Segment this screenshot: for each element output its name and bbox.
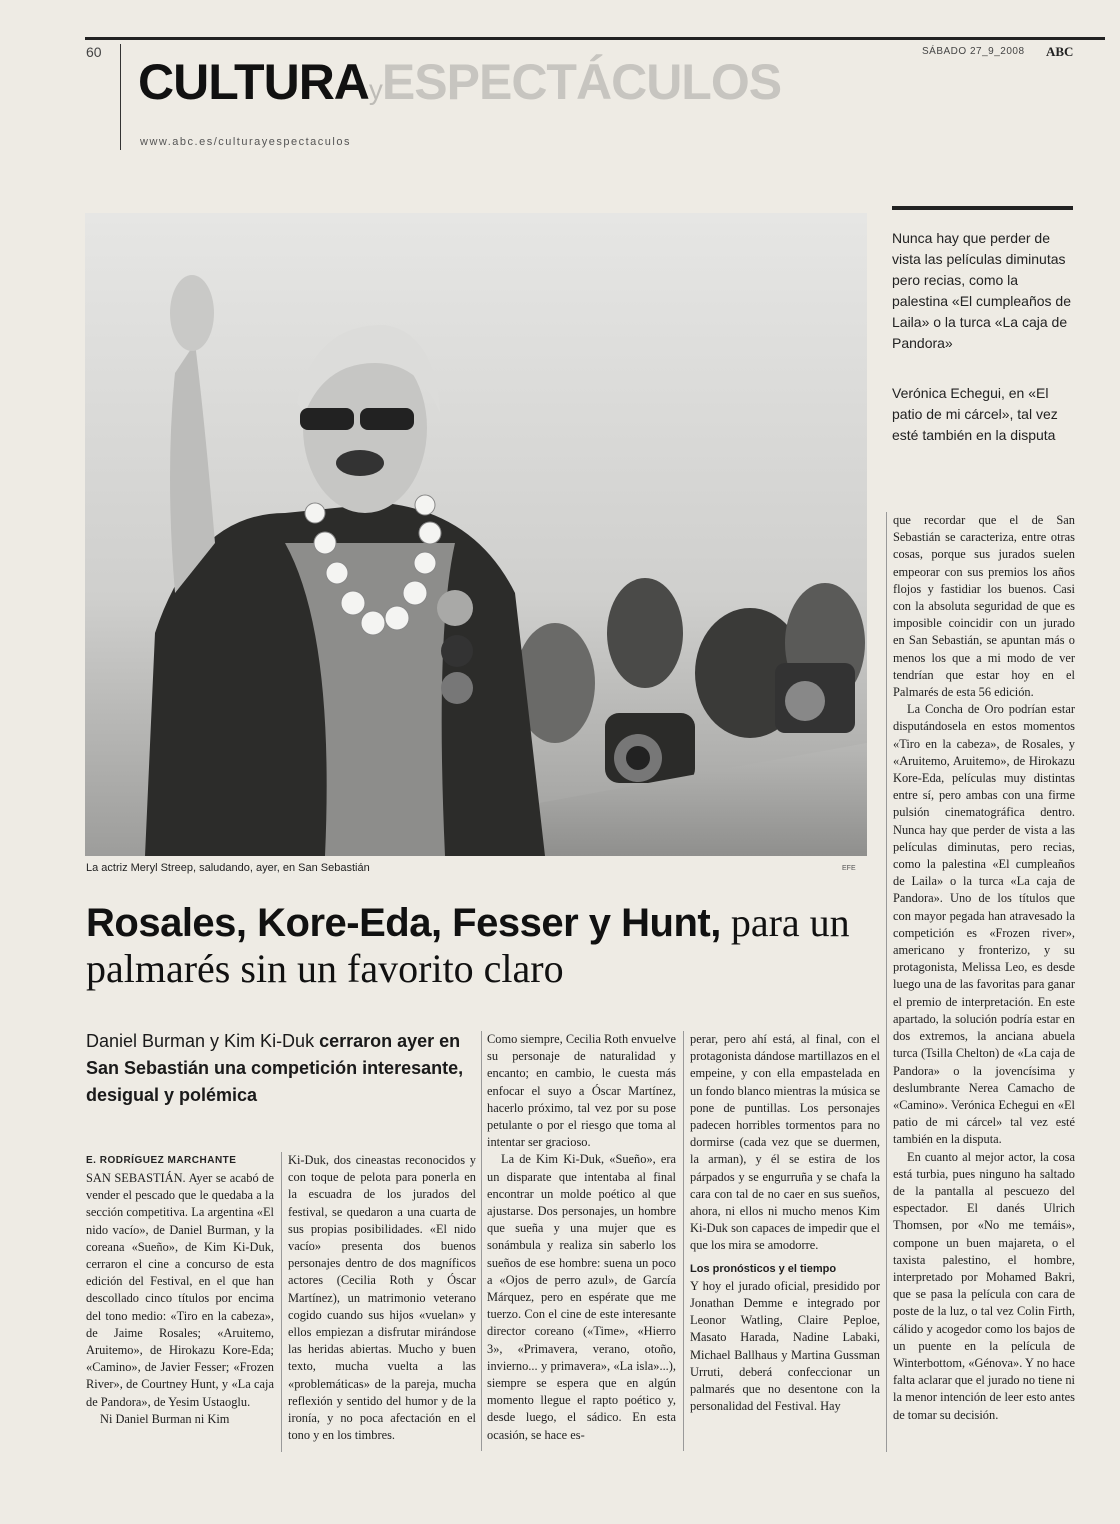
- article-column-3: [487, 1031, 676, 1444]
- section-title-light: ESPECTÁCULOS: [381, 54, 782, 110]
- article-column-5: [893, 512, 1075, 1424]
- top-rule: [85, 37, 1105, 40]
- page-number: 60: [86, 44, 102, 60]
- paragraph: Ni Daniel Burman ni Kim: [100, 1411, 230, 1426]
- section-website: www.abc.es/culturayespectaculos: [140, 136, 351, 148]
- pullquote-rule: [892, 206, 1073, 210]
- paragraph: Ki-Duk, dos cineastas reconocidos y con toque de pelota para ponerla en la escuadra de los jurados del festival, se quedaron a una cuarta de sus propias posibilidades. «El nido vacío» presenta dos buenos personajes dentro de dos magníficos actores (Cecilia Roth y Óscar Martínez), un matrimonio veterano cogido cuando sus hijos «vuelan» y ellos empiezan a disfrutar mirándose las heridas abiertas. Mucho y buen texto, mucha vuelta a las «problemáticas» de la pareja, mucha reflexión y sentido del humor y de la ironía, y no poca afectación en el tono y en los timbres.: [288, 1153, 476, 1443]
- paragraph: Y hoy el jurado oficial, presidido por Jonathan Demme e integrado por Leonor Watling, Claire Peploe, Masato Harada, Nadine Labaki, Michael Ballhaus y Martina Gussman Urruti, deberá confeccionar un palmarés que no desentone con la personalidad del Festival. Hay: [690, 1278, 880, 1414]
- pullquote-2: Verónica Echegui, en «El patio de mi cárcel», tal vez esté también en la disputa: [892, 385, 1058, 443]
- article-column-2: [288, 1152, 476, 1444]
- paragraph: La Concha de Oro podrían estar disputándosela en estos momentos «Tiro en la cabeza», de Rosales, y «Aruitemo, Aruitemo», de Hirokazu Kore-Eda, películas muy distintas entre sí, pero ambas con una firme pulsión cinematográfica dentro. Nunca hay que perder de vista a las películas diminutas, pero recias, como la palestina «El cumpleaños de Laila» o la turca «La caja de Pandora». Uno de los títulos que con mayor pegada han atravesado la competición es «Frozen river», americano y fronterizo, y su protagonista, Melissa Leo, es desde luego una de las favoritas para ganar el premio de interpretación. En este apartado, la solución podría estar en dos extremos, la anciana abuela turca (Tsilla Chelton) de «La caja de Pandora» o la jovencísima y deslumbrante Nerea Camacho de «Camino». Verónica Echegui en «El patio de mi cárcel» tal vez esté también en la disputa.: [893, 702, 1075, 1147]
- paragraph: SAN SEBASTIÁN. Ayer se acabó de vender el pescado que le quedaba a la sección competitiva. La argentina «El nido vacío», de Daniel Burman, y la coreana «Sueño», de Kim Ki-Duk, cerraron el cine a concurso de esta edición del Festival, en el que han descollado cinco títulos por encima del tono medio: «Tiro en la cabeza», de Jaime Rosales; «Aruitemo, Aruitemo», de Hirokazu Kore-Eda; «Camino», de Javier Fesser; «Frozen River», de Courtney Hunt, y «La caja de Pandora», de Yesim Ustaoglu.: [86, 1171, 274, 1409]
- headline-bold: Rosales, Kore-Eda, Fesser y Hunt,: [86, 901, 721, 945]
- headline-rest: para un palmarés sin un favorito claro: [86, 900, 850, 991]
- subheadline-bold: cerraron ayer en San Sebastián una competición interesante, desigual y polémica: [86, 1031, 464, 1105]
- section-title: [138, 52, 781, 120]
- paragraph: perar, pero ahí está, al final, con el protagonista dándose martillazos en el empeine, y con ella empastelada en un fondo blanco mientras la música se pone de puntillas. Los personajes padecen horribles tormentos para no dormirse (cada vez que se duermen, la arman), y él se estira de los párpados y se engurruña y se chafa la cara con tal de no caer en sus sueños, ahora, ni ellos ni mucho menos Kim Ki-Duk son capaces de impedir que el que los mira se amodorre.: [690, 1032, 880, 1253]
- column-rule: [886, 512, 887, 1452]
- headline: [86, 900, 876, 992]
- article-subtitle: Los pronósticos y el tiempo: [690, 1262, 837, 1275]
- paragraph: La de Kim Ki-Duk, «Sueño», era un disparate que intentaba al final encontrar un molde poético al que ajustarse. Dos personajes, un hombre que sueña y una mujer que es sonámbula y realiza sin saberlo los sueños de ese hombre: suena un poco a «Ojos de perro azul», de García Márquez, pero en espérate que me tuerzo. Con el cine de este interesante director coreano («Time», «Hierro 3», «Primavera, verano, otoño, invierno... y primavera», «La isla»...), siempre se espera que en algún momento llegue el rapto poético y, desde luego, el sádico. En esta ocasión, se hace es-: [487, 1152, 676, 1442]
- date-line: SÁBADO 27_9_2008: [922, 46, 1025, 57]
- article-column-1: [86, 1170, 274, 1428]
- byline: E. RODRÍGUEZ MARCHANTE: [86, 1155, 237, 1166]
- paragraph: Como siempre, Cecilia Roth envuelve su personaje de naturalidad y encanto; en cambio, le cuesta más enfocar el suyo a Óscar Martínez, hacerlo próximo, tal vez por su pose petulante o por el riesgo que toma al intentar ser gracioso.: [487, 1032, 676, 1150]
- article-photo: [85, 213, 867, 856]
- photo-caption: La actriz Meryl Streep, saludando, ayer, en San Sebastián: [86, 862, 370, 874]
- paragraph: que recordar que el de San Sebastián se caracteriza, entre otras cosas, porque sus jurados suelen empeorar con sus premios los años flojos y fastidiar los buenos. Casi con la absoluta seguridad de que es imposible coincidir con un jurado en San Sebastián, se apuntan más o menos los que a mi modo de ver tendrían que estar hoy en el Palmarés de esta 56 edición.: [893, 513, 1075, 700]
- column-rule: [481, 1031, 482, 1451]
- subheadline: [86, 1028, 466, 1109]
- article-column-4: [690, 1031, 880, 1415]
- header-divider: [120, 44, 121, 150]
- pullquote-1: Nunca hay que perder de vista las películas diminutas pero recias, como la palestina «El cumpleaños de Laila» o la turca «La caja de Pandora»: [892, 230, 1072, 351]
- subheadline-light: Daniel Burman y Kim Ki-Duk: [86, 1031, 315, 1051]
- paragraph: En cuanto al mejor actor, la cosa está turbia, pues ninguno ha saltado de la pantalla al pescuezo del espectador. El danés Ulrich Thomsen, por «No me temáis», compone un buen majareta, o el taxista palestino, el hombre, interpretado por Mohamed Bakri, que se pasa la película con cara de poste de la luz, o tal vez Colin Firth, cálido y acogedor como los bajos de un puente en la película de Winterbottom, «Génova». Y no hace falta aclarar que el jurado no tiene ni la menor intención de leer esto antes de tomar su decisión.: [893, 1149, 1075, 1422]
- section-title-bold: CULTURA: [138, 54, 369, 110]
- column-rule: [683, 1031, 684, 1451]
- column-rule: [281, 1152, 282, 1452]
- section-title-y: y: [368, 74, 382, 105]
- newspaper-logo: ABC: [1046, 44, 1074, 59]
- photo-credit: EFE: [842, 865, 856, 872]
